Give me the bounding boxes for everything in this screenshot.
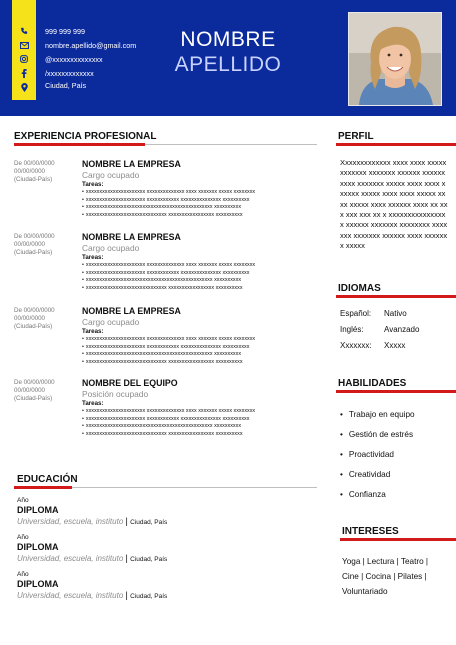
job-date-start: De 00/00/0000 [14, 307, 55, 314]
language-level: Xxxxx [384, 341, 406, 350]
job-task: • xxxxxxxxxxxxxxxxxxxxxxxxxxxxxx xxxxxxxxxxxxxxxxx xxxxxxxxxx [82, 212, 255, 220]
job-date-start: De 00/00/0000 [14, 233, 55, 240]
profile-title-underline [336, 143, 456, 146]
job-dates [14, 307, 76, 331]
job-place: (Ciudad-País) [14, 176, 53, 183]
experience-divider [145, 144, 317, 145]
education-divider [72, 487, 317, 488]
job-date-end: 00/00/0000 [14, 315, 45, 322]
facebook-icon [12, 66, 36, 80]
skills-title-underline [336, 390, 456, 393]
job-task: • xxxxxxxxxxxxxxxxxxxxxx xxxxxxxxxxxxxx xxxx xxxxxxx xxxxx xxxxxxxx [82, 262, 255, 270]
skill-item: • Trabajo en equipo [340, 405, 415, 425]
instagram-icon [12, 52, 36, 66]
languages-title-underline [336, 295, 456, 298]
language-level: Avanzado [384, 325, 420, 334]
interests-title-underline [340, 538, 456, 541]
phone-icon [12, 24, 36, 38]
job-place: (Ciudad-País) [14, 249, 53, 256]
education-institution: Universidad, escuela, instituto [17, 554, 124, 563]
education-city: Ciudad, País [130, 593, 168, 600]
contact-location: Ciudad, País [45, 81, 87, 90]
header-banner [0, 0, 456, 116]
job-task: • xxxxxxxxxxxxxxxxxxxxxxxxxxxxxxxxxxxxxxxxxxxxxxx xxxxxxxxxx [82, 204, 255, 212]
education-year: Año [17, 534, 29, 541]
job-tasks-list [82, 336, 255, 366]
job-tasks-label: Tareas: [82, 328, 104, 335]
education-entry [17, 571, 217, 602]
job-task: • xxxxxxxxxxxxxxxxxxxxxxxxxxxxxxxxxxxxxxxxxxxxxxx xxxxxxxxxx [82, 277, 255, 285]
language-row [340, 309, 407, 318]
job-task: • xxxxxxxxxxxxxxxxxxxxxx xxxxxxxxxxxx xxxxxxxxxxxxxxx xxxxxxxxxx [82, 344, 255, 352]
skills-list [340, 405, 415, 505]
first-name: NOMBRE [180, 28, 276, 51]
language-name: Inglés: [340, 325, 364, 334]
job-company: NOMBRE DEL EQUIPO [82, 378, 178, 388]
skills-section-title: HABILIDADES [338, 378, 407, 389]
education-degree: DIPLOMA [17, 505, 59, 515]
job-company: NOMBRE LA EMPRESA [82, 159, 181, 169]
education-city: Ciudad, País [130, 519, 168, 526]
job-place: (Ciudad-País) [14, 395, 53, 402]
education-year: Año [17, 571, 29, 578]
contact-phone: 999 999 999 [45, 27, 85, 36]
job-task: • xxxxxxxxxxxxxxxxxxxxxxxxxxxxxx xxxxxxxxxxxxxxxxx xxxxxxxxxx [82, 285, 255, 293]
experience-section-title: EXPERIENCIA PROFESIONAL [14, 131, 157, 142]
job-task: • xxxxxxxxxxxxxxxxxxxxxx xxxxxxxxxxxx xxxxxxxxxxxxxxx xxxxxxxxxx [82, 270, 255, 278]
education-separator: | [125, 590, 128, 600]
job-tasks-label: Tareas: [82, 400, 104, 407]
education-institution: Universidad, escuela, instituto [17, 591, 124, 600]
education-separator: | [125, 553, 128, 563]
job-task: • xxxxxxxxxxxxxxxxxxxxxxxxxxxxxx xxxxxxxxxxxxxxxxx xxxxxxxxxx [82, 359, 255, 367]
interests-text: Yoga | Lectura | Teatro | Cine | Cocina | Pilates | Voluntariado [342, 557, 429, 596]
job-date-start: De 00/00/0000 [14, 160, 55, 167]
skill-item: • Confianza [340, 485, 415, 505]
job-tasks-list [82, 262, 255, 292]
job-task: • xxxxxxxxxxxxxxxxxxxxxxxxxxxxxx xxxxxxxxxxxxxxxxx xxxxxxxxxx [82, 431, 255, 439]
skill-item: • Proactividad [340, 445, 415, 465]
skill-item: • Creatividad [340, 465, 415, 485]
contact-instagram: @xxxxxxxxxxxxxx [45, 55, 103, 64]
job-task: • xxxxxxxxxxxxxxxxxxxxxxxxxxxxxxxxxxxxxxxxxxxxxxx xxxxxxxxxx [82, 423, 255, 431]
job-tasks-list [82, 189, 255, 219]
languages-section-title: IDIOMAS [338, 283, 381, 294]
education-institution-line [17, 553, 217, 565]
job-role: Cargo ocupado [82, 243, 140, 253]
job-task: • xxxxxxxxxxxxxxxxxxxxxx xxxxxxxxxxxxxx xxxx xxxxxxx xxxxx xxxxxxxx [82, 189, 255, 197]
job-date-end: 00/00/0000 [14, 387, 45, 394]
job-tasks-label: Tareas: [82, 254, 104, 261]
job-dates [14, 160, 76, 184]
job-task: • xxxxxxxxxxxxxxxxxxxxxxxxxxxxxxxxxxxxxxxxxxxxxxx xxxxxxxxxx [82, 351, 255, 359]
education-title-underline [14, 486, 72, 489]
job-task: • xxxxxxxxxxxxxxxxxxxxxx xxxxxxxxxxxx xxxxxxxxxxxxxxx xxxxxxxxxx [82, 197, 255, 205]
job-task: • xxxxxxxxxxxxxxxxxxxxxx xxxxxxxxxxxx xxxxxxxxxxxxxxx xxxxxxxxxx [82, 416, 255, 424]
job-role: Cargo ocupado [82, 317, 140, 327]
profile-section-title: PERFIL [338, 131, 374, 142]
job-role: Cargo ocupado [82, 170, 140, 180]
job-date-end: 00/00/0000 [14, 168, 45, 175]
skill-item: • Gestión de estrés [340, 425, 415, 445]
job-company: NOMBRE LA EMPRESA [82, 232, 181, 242]
job-tasks-list [82, 408, 255, 438]
job-tasks-label: Tareas: [82, 181, 104, 188]
job-task: • xxxxxxxxxxxxxxxxxxxxxx xxxxxxxxxxxxxx xxxx xxxxxxx xxxxx xxxxxxxx [82, 336, 255, 344]
education-institution: Universidad, escuela, instituto [17, 517, 124, 526]
contact-email: nombre.apellido@gmail.com [45, 41, 137, 50]
email-icon [12, 38, 36, 52]
job-dates [14, 233, 76, 257]
interests-section-title: INTERESES [342, 526, 399, 537]
language-name: Xxxxxxx: [340, 341, 372, 350]
education-institution-line [17, 590, 217, 602]
language-level: Nativo [384, 309, 407, 318]
education-degree: DIPLOMA [17, 579, 59, 589]
contact-facebook: /xxxxxxxxxxxxx [45, 69, 94, 78]
education-institution-line [17, 516, 217, 528]
job-date-start: De 00/00/0000 [14, 379, 55, 386]
education-degree: DIPLOMA [17, 542, 59, 552]
education-separator: | [125, 516, 128, 526]
language-name: Español: [340, 309, 372, 318]
job-company: NOMBRE LA EMPRESA [82, 306, 181, 316]
language-row [340, 325, 420, 334]
education-city: Ciudad, País [130, 556, 168, 563]
profile-summary: Xxxxxxxxxxxxx xxxx xxxx xxxxx xxxxxxx xxxxxxx xxxxxx xxxxxx xxxx xxxxxxx xxxxx xxxx xxxx xxxxxx xxxxx xxxx xxxx xxxxx xxxx xxxxx xxxx xxxxxx xxxx xx xxx xxx xxx xx x xxxxxxxxxxxxxxxx xxxxxx xxxxxxx xxxxxxxx xxxxxxx xxxxxxx xxxxxx xxxx xxxxxxx xxxxx [340, 158, 448, 251]
job-dates [14, 379, 76, 403]
education-section-title: EDUCACIÓN [17, 474, 78, 485]
profile-photo [348, 12, 442, 106]
job-date-end: 00/00/0000 [14, 241, 45, 248]
language-row [340, 341, 406, 350]
job-role: Posición ocupado [82, 389, 149, 399]
experience-title-underline [14, 143, 145, 146]
location-pin-icon [12, 80, 36, 94]
education-entry [17, 534, 217, 565]
job-place: (Ciudad-País) [14, 323, 53, 330]
last-name: APELLIDO [174, 53, 282, 76]
job-task: • xxxxxxxxxxxxxxxxxxxxxx xxxxxxxxxxxxxx xxxx xxxxxxx xxxxx xxxxxxxx [82, 408, 255, 416]
education-year: Año [17, 497, 29, 504]
education-entry [17, 497, 217, 528]
